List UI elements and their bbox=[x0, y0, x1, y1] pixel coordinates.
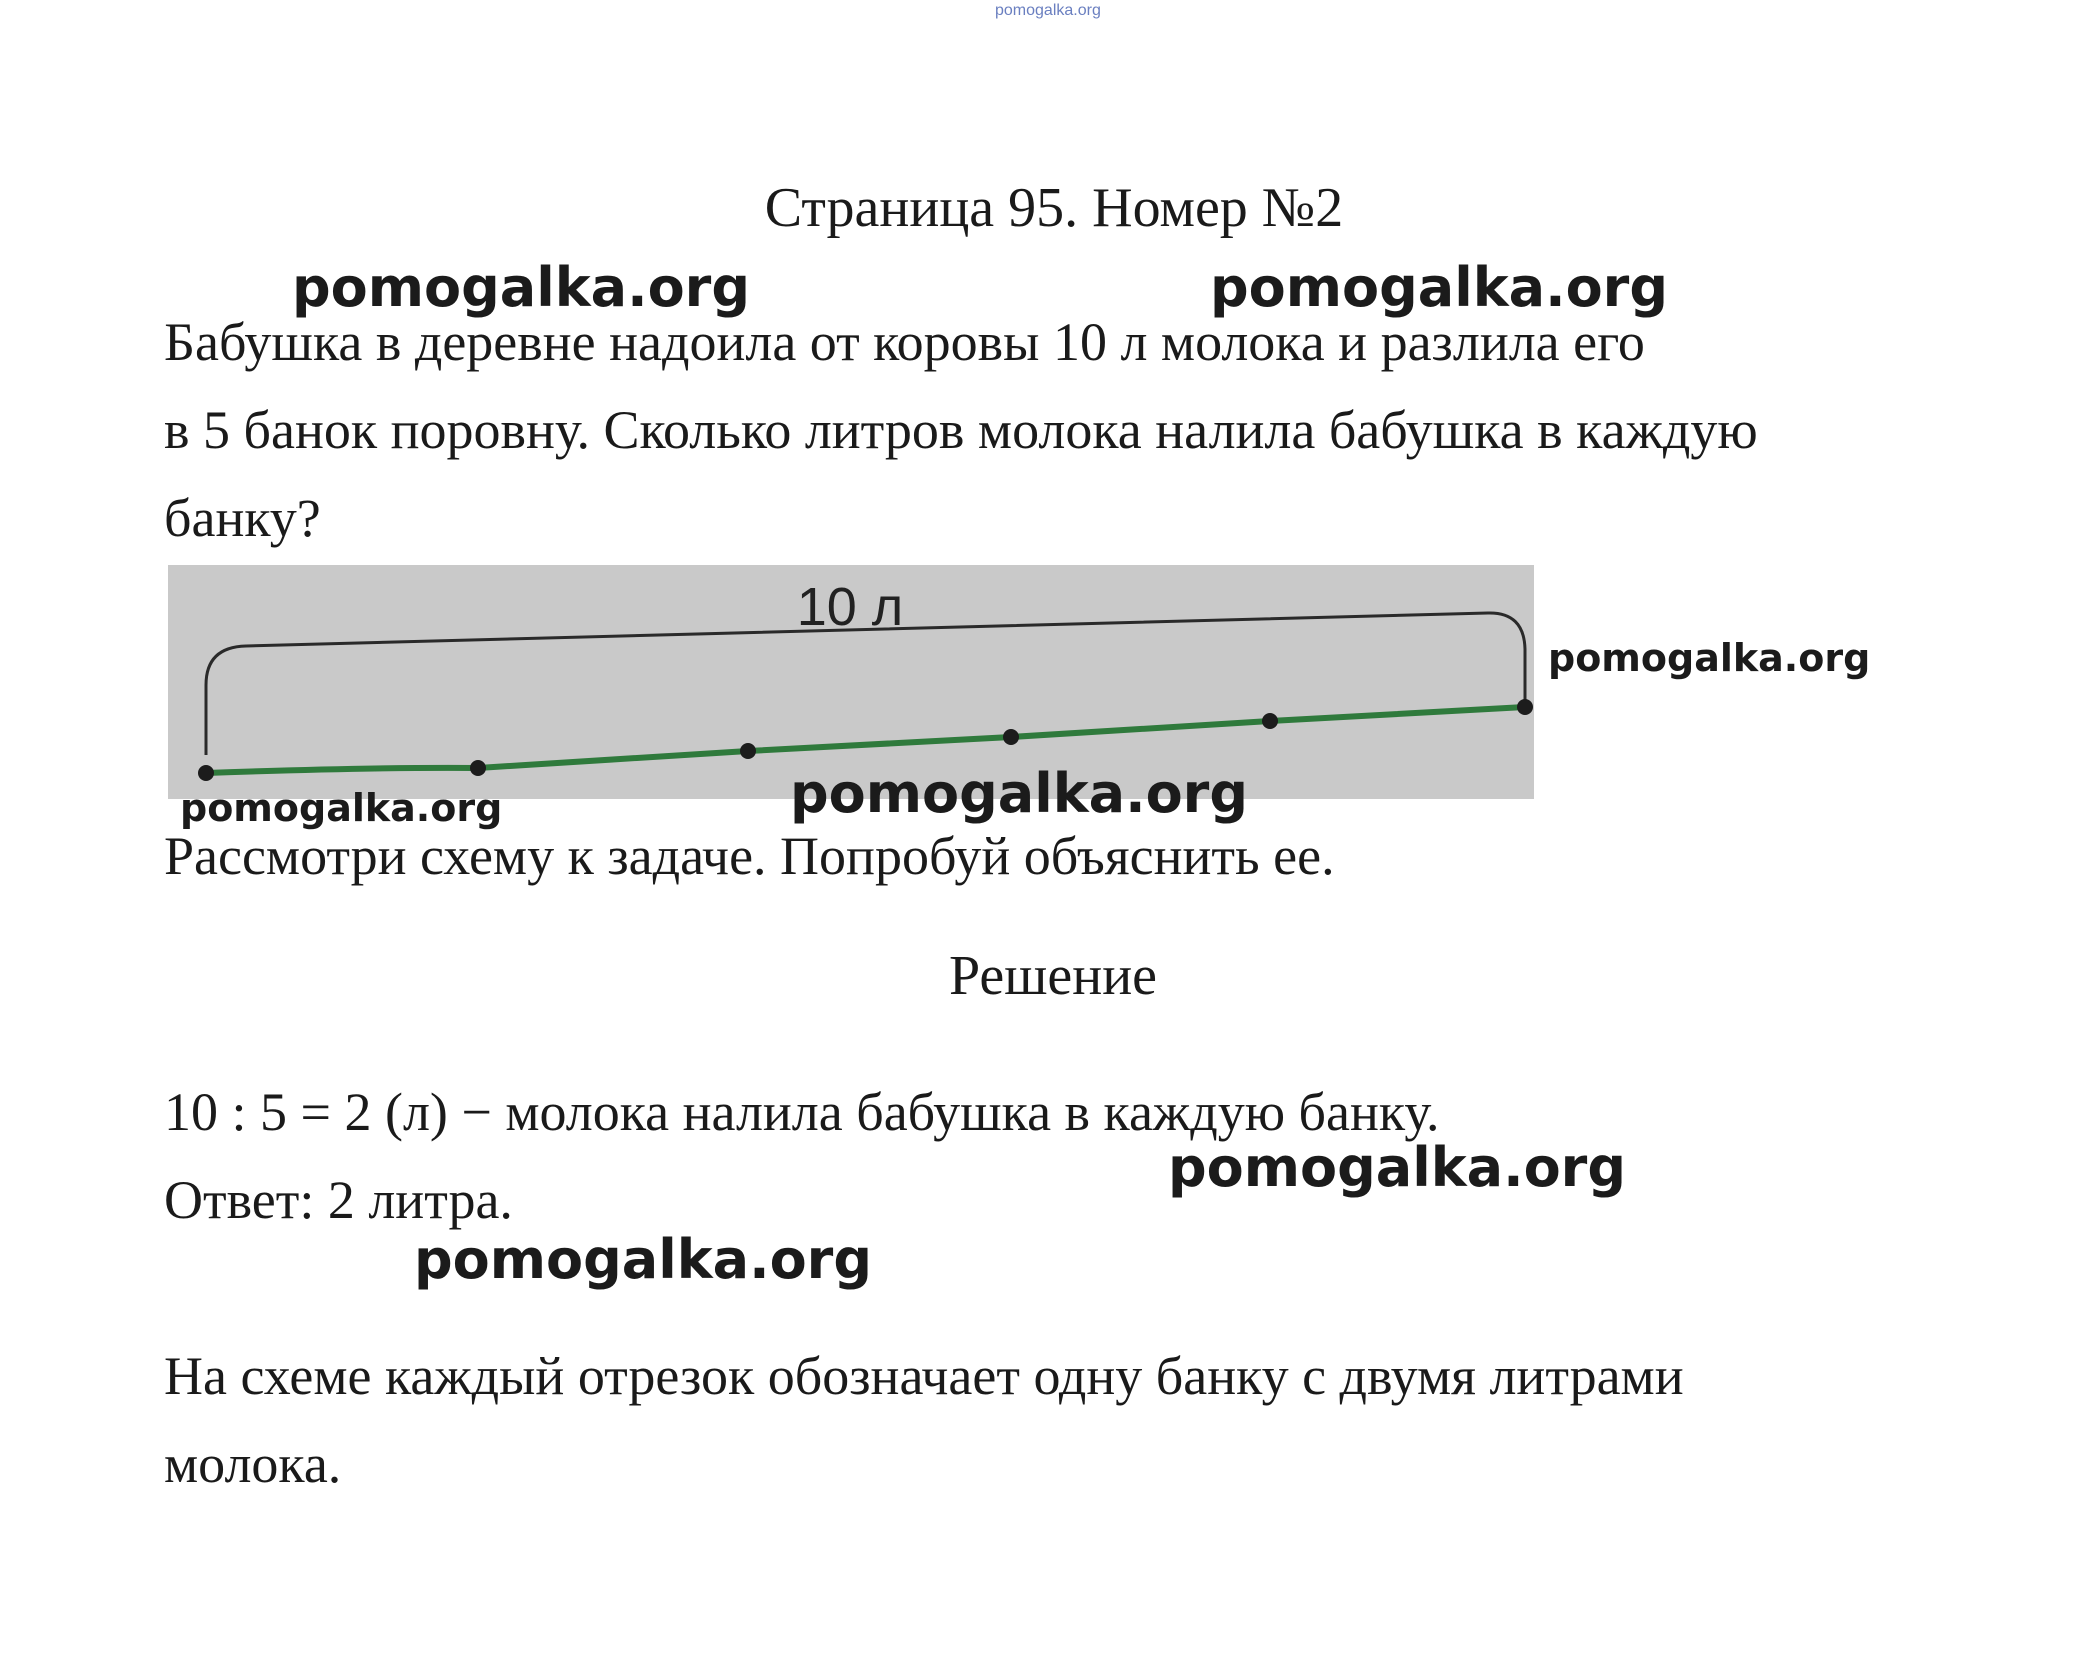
question-text: Рассмотри схему к задаче. Попробуй объяснить ее. bbox=[164, 826, 1335, 886]
scheme-point bbox=[1262, 713, 1278, 729]
watermark: pomogalka.org bbox=[1548, 636, 1871, 680]
watermark: pomogalka.org bbox=[414, 1228, 872, 1291]
solution-calculation: 10 : 5 = 2 (л) − молока налила бабушка в каждую банку. bbox=[164, 1082, 1440, 1142]
watermark: pomogalka.org bbox=[180, 786, 503, 830]
problem-line: в 5 банок поровну. Сколько литров молока налила бабушка в каждую bbox=[164, 400, 1758, 460]
scheme-point bbox=[1003, 729, 1019, 745]
page-title: Страница 95. Номер №2 bbox=[764, 177, 1344, 239]
explanation-line: На схеме каждый отрезок обозначает одну банку с двумя литрами bbox=[164, 1346, 1684, 1406]
problem-text bbox=[164, 298, 2014, 562]
scheme-point bbox=[198, 765, 214, 781]
explanation-text bbox=[164, 1332, 2014, 1508]
problem-line: банку? bbox=[164, 488, 321, 548]
scheme-point bbox=[1517, 699, 1533, 715]
top-watermark: pomogalka.org bbox=[995, 2, 1101, 19]
scheme-label: 10 л bbox=[796, 577, 904, 637]
watermark: pomogalka.org bbox=[1210, 256, 1668, 319]
watermark: pomogalka.org bbox=[292, 256, 750, 319]
watermark: pomogalka.org bbox=[790, 762, 1248, 825]
explanation-line: молока. bbox=[164, 1434, 342, 1494]
scheme-point bbox=[740, 743, 756, 759]
watermark: pomogalka.org bbox=[1168, 1136, 1626, 1199]
scheme-point bbox=[470, 760, 486, 776]
solution-heading: Решение bbox=[948, 945, 1158, 1007]
solution-answer: Ответ: 2 литра. bbox=[164, 1170, 513, 1230]
problem-line: Бабушка в деревне надоила от коровы 10 л молока и разлила его bbox=[164, 312, 1645, 372]
